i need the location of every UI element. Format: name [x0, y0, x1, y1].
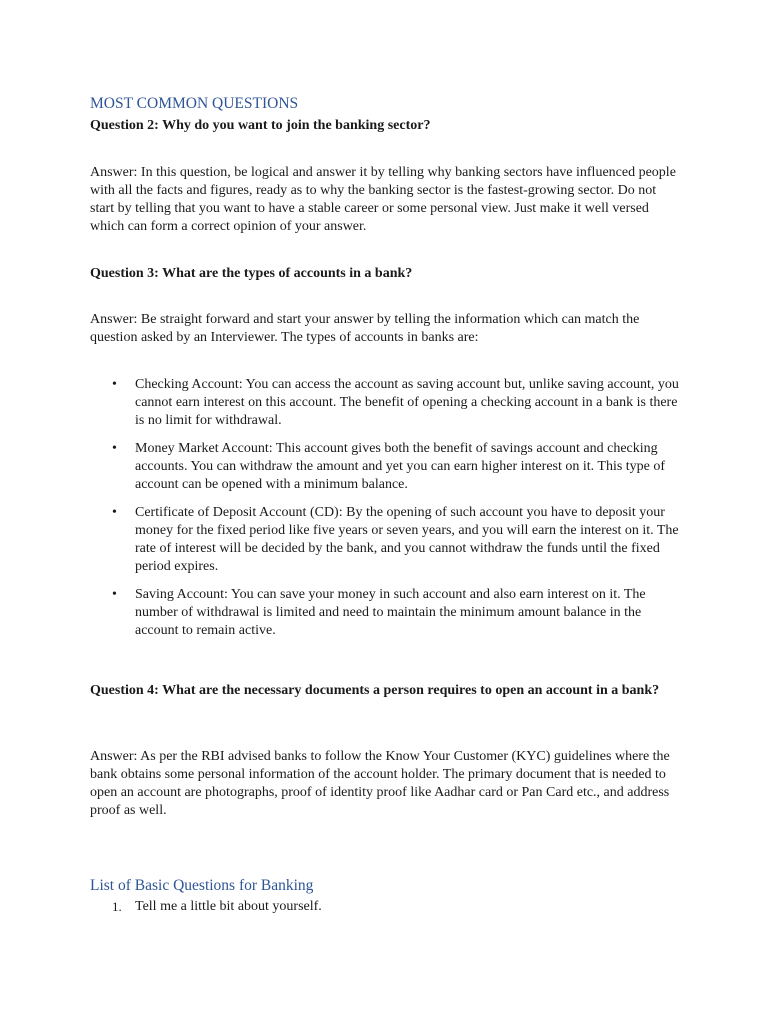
list-item	[90, 586, 683, 640]
answer-4-text: Answer: As per the RBI advised banks to follow the Know Your Customer (KYC) guidelines where the bank obtains some personal information of the account holder. The primary document that is needed to open an account are photographs, proof of identity proof like Aadhar card or Pan Card etc., and address proof as well.	[90, 749, 670, 818]
bullet-icon: •	[112, 587, 117, 602]
basic-questions-list	[90, 898, 690, 916]
question-3: Question 3: What are the types of accounts in a bank?	[90, 266, 413, 281]
answer-2	[90, 164, 682, 236]
answer-3-text: Answer: Be straight forward and start your answer by telling the information which can match the question asked by an Interviewer. The types of accounts in banks are:	[90, 312, 640, 345]
answer-4	[90, 748, 682, 820]
list-item	[90, 898, 690, 916]
answer-2-text: Answer: In this question, be logical and answer it by telling why banking sectors have influenced people with all the facts and figures, ready as to why the banking sector is the fastest-growing sector. Do not start by telling that you want to have a stable career or some personal view. Just make it well versed which can form a correct opinion of your answer.	[90, 165, 676, 234]
most-common-questions-heading: MOST COMMON QUESTIONS	[90, 95, 299, 112]
answer-3	[90, 311, 682, 347]
list-item	[90, 376, 683, 430]
bullet-icon: •	[112, 441, 117, 456]
list-item-text: Certificate of Deposit Account (CD): By the opening of such account you have to deposit your money for the fixed period like five years or seven years, and you will earn the interest on it. The rate of interest will be decided by the bank, and you cannot withdraw the funds until the fixed period expires.	[135, 505, 679, 574]
question-4: Question 4: What are the necessary documents a person requires to open an account in a bank?	[90, 683, 660, 698]
account-types-list	[90, 376, 690, 640]
list-item-text: Money Market Account: This account gives both the benefit of savings account and checking accounts. You can withdraw the amount and yet you can earn higher interest on it. This type of account can be opened with a minimum balance.	[135, 441, 666, 492]
bullet-icon: •	[112, 505, 117, 520]
list-item-text: Saving Account: You can save your money in such account and also earn interest on it. The number of withdrawal is limited and need to maintain the minimum amount balance in the account to remain active.	[135, 587, 646, 638]
question-2: Question 2: Why do you want to join the banking sector?	[90, 118, 431, 133]
list-item-text: Checking Account: You can access the account as saving account but, unlike saving account, you cannot earn interest on this account. The benefit of opening a checking account in a bank is there is no limit for withdrawal.	[135, 377, 679, 428]
basic-questions-heading: List of Basic Questions for Banking	[90, 877, 314, 894]
bullet-icon: •	[112, 377, 117, 392]
list-item-text: Tell me a little bit about yourself.	[135, 899, 322, 914]
list-item	[90, 504, 683, 576]
list-number: 1.	[112, 899, 122, 914]
list-item	[90, 440, 683, 494]
